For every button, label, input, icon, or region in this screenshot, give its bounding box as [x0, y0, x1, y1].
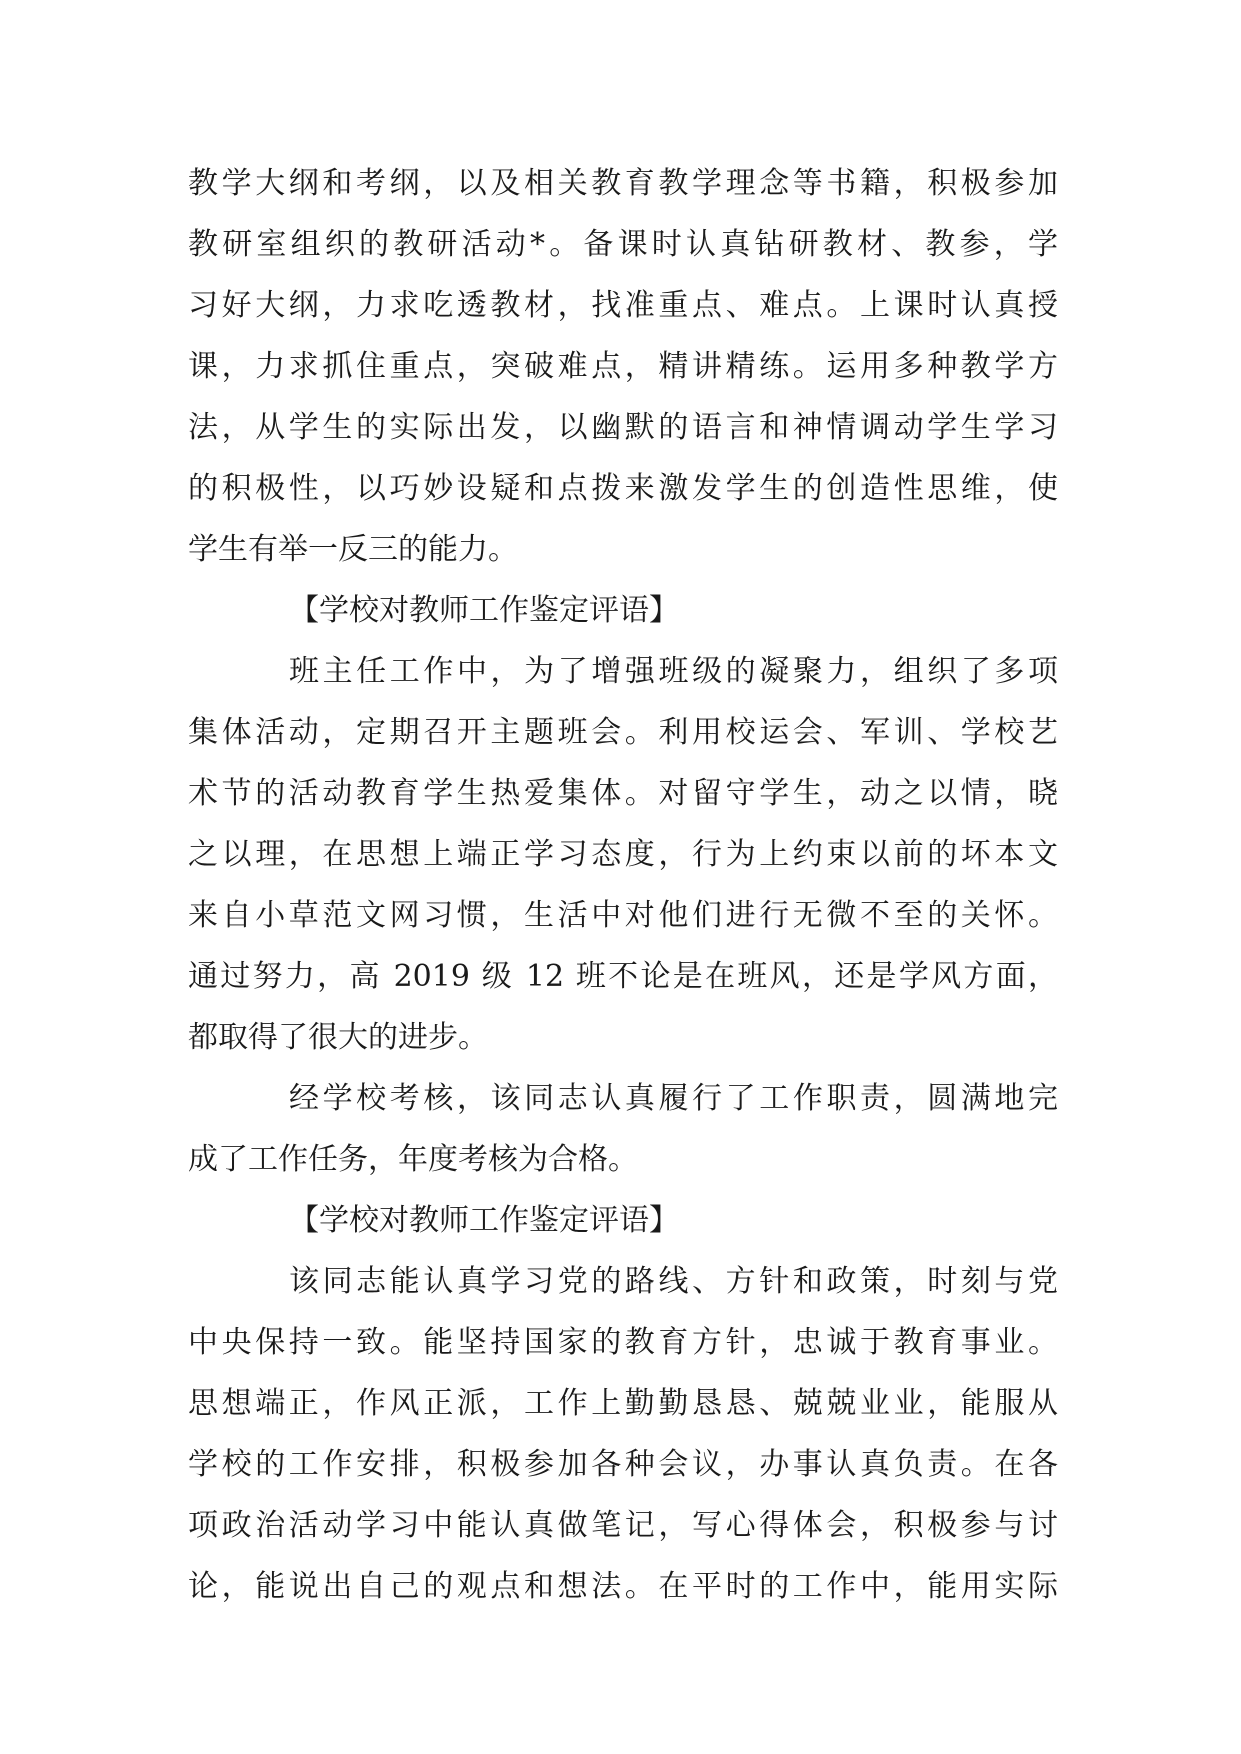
- body-line: 法，从学生的实际出发，以幽默的语言和神情调动学生学习: [188, 410, 1058, 445]
- body-line: 课，力求抓住重点，突破难点，精讲精练。运用多种教学方: [188, 349, 1058, 384]
- paragraph-first-line: 该同志能认真学习党的路线、方针和政策，时刻与党: [289, 1264, 1058, 1299]
- paragraph-first-line: 经学校考核，该同志认真履行了工作职责，圆满地完: [289, 1081, 1058, 1116]
- body-line: 成了工作任务，年度考核为合格。: [188, 1142, 638, 1177]
- body-line: 思想端正，作风正派，工作上勤勤恳恳、兢兢业业，能服从: [188, 1386, 1058, 1421]
- body-line: 术节的活动教育学生热爱集体。对留守学生，动之以情，晓: [188, 776, 1058, 811]
- body-line: 的积极性，以巧妙设疑和点拨来激发学生的创造性思维，使: [188, 471, 1058, 506]
- body-line: 来自小草范文网习惯，生活中对他们进行无微不至的关怀。: [188, 898, 1058, 933]
- body-line: 项政治活动学习中能认真做笔记，写心得体会，积极参与讨: [188, 1508, 1058, 1543]
- paragraph-first-line: 班主任工作中，为了增强班级的凝聚力，组织了多项: [289, 654, 1058, 689]
- body-line: 之以理，在思想上端正学习态度，行为上约束以前的坏本文: [188, 837, 1058, 872]
- body-line: 教学大纲和考纲，以及相关教育教学理念等书籍，积极参加: [188, 166, 1058, 201]
- section-heading: 【学校对教师工作鉴定评语】: [289, 1203, 679, 1238]
- body-line: 教研室组织的教研活动*。备课时认真钻研教材、教参，学: [188, 227, 1058, 262]
- body-line: 集体活动，定期召开主题班会。利用校运会、军训、学校艺: [188, 715, 1058, 750]
- body-line: 中央保持一致。能坚持国家的教育方针，忠诚于教育事业。: [188, 1325, 1058, 1360]
- section-heading: 【学校对教师工作鉴定评语】: [289, 593, 679, 628]
- document-body: [188, 153, 1058, 1617]
- body-line: 学生有举一反三的能力。: [188, 532, 518, 567]
- body-line: 通过努力，高 2019 级 12 班不论是在班风，还是学风方面，: [188, 959, 1058, 994]
- body-line: 都取得了很大的进步。: [188, 1020, 488, 1055]
- body-line: 学校的工作安排，积极参加各种会议，办事认真负责。在各: [188, 1447, 1058, 1482]
- body-line: 习好大纲，力求吃透教材，找准重点、难点。上课时认真授: [188, 288, 1058, 323]
- body-line: 论，能说出自己的观点和想法。在平时的工作中，能用实际: [188, 1569, 1058, 1604]
